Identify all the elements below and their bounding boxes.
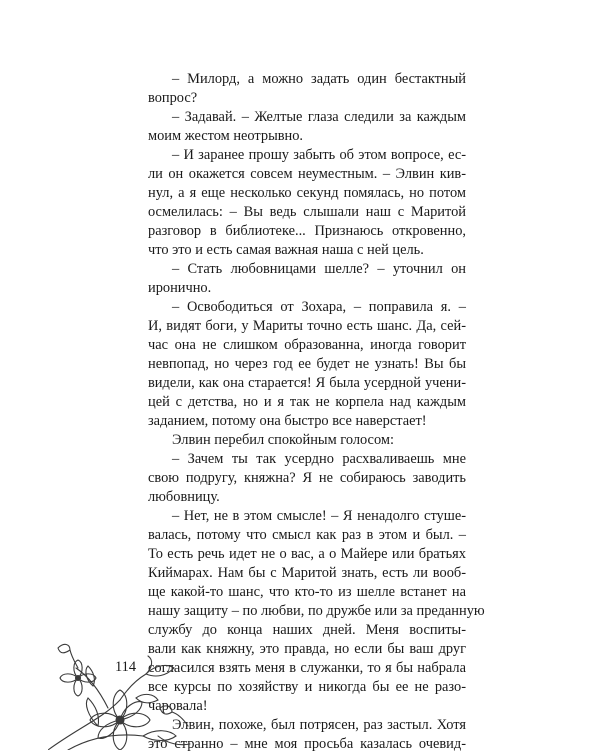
text-line: Элвин перебил спокойным голосом: xyxy=(172,432,394,448)
text-line: цей с детства, но и я так не корпела над каждым xyxy=(148,394,466,410)
text-line: вали как княжну, это правда, но если бы ваш друг xyxy=(148,641,466,657)
text-line: все курсы по хозяйству и никогда бы ее не разо- xyxy=(148,679,466,695)
text-line: – Освободиться от Зохара, – поправила я. – xyxy=(172,299,466,315)
text-line: – Милорд, а можно задать один бестактный xyxy=(172,71,466,87)
text-line: ли он окажется совсем неуместным. – Элвин кив- xyxy=(148,166,466,182)
text-line: нашу защиту – по любви, по дружбе или за преданную xyxy=(148,603,485,619)
text-line: видели, как она старается! Я была усердной учени- xyxy=(148,375,466,391)
text-line: свою подругу, княжна? Я не собираюсь заводить xyxy=(148,470,466,486)
text-line: что это и есть самая важная наша с ней цель. xyxy=(148,242,424,258)
floral-corner-ornament-icon xyxy=(48,608,198,750)
text-line: согласился взять меня в служанки, то я бы набрала xyxy=(148,660,466,676)
text-line: – Нет, не в этом смысле! – Я ненадолго стуше- xyxy=(172,508,466,524)
text-line: валась, потому что смысл как раз в этом и был. – xyxy=(148,527,466,543)
text-line: иронично. xyxy=(148,280,212,296)
text-line: нул, а я еще несколько секунд помялась, но потом xyxy=(148,185,466,201)
page-number: 114 xyxy=(115,659,137,675)
text-line: разговор в библиотеке... Признаюсь откровенно, xyxy=(148,223,466,239)
text-line: час она не слишком образованна, иногда говорит xyxy=(148,337,466,353)
text-line: заданием, потому она быстро все наверстает! xyxy=(148,413,427,429)
text-line: То есть речь идет не о вас, а о Майере или братьях xyxy=(148,546,466,562)
text-line: вопрос? xyxy=(148,90,198,106)
text-line: любовницу. xyxy=(148,489,220,505)
text-line: – Зачем ты так усердно расхваливаешь мне xyxy=(172,451,466,467)
text-line: – Задавай. – Желтые глаза следили за каждым xyxy=(172,109,466,125)
text-line: чаровала! xyxy=(148,698,208,714)
text-line: – И заранее прошу забыть об этом вопросе, ес- xyxy=(172,147,466,163)
text-line: моим жестом неотрывно. xyxy=(148,128,304,144)
text-line: невпопад, но через год ее будет не узнать! Вы бы xyxy=(148,356,466,372)
text-line: это странно – мне моя просьба казалась очевид- xyxy=(148,736,466,752)
text-line: Элвин, похоже, был потрясен, раз застыл. Хотя xyxy=(172,717,466,733)
text-line: – Стать любовницами шелле? – уточнил он xyxy=(172,261,466,277)
text-line: осмелилась: – Вы ведь слышали наш с Маритой xyxy=(148,204,466,220)
text-line: И, видят боги, у Мариты точно есть шанс. Да, сей- xyxy=(148,318,466,334)
text-line: службу до конца наших дней. Меня воспиты- xyxy=(148,622,466,638)
text-line: Киймарах. Нам бы с Маритой знать, есть ли вооб- xyxy=(148,565,466,581)
text-line: ще какой-то шанс, что кто-то из шелле встанет на xyxy=(148,584,466,600)
